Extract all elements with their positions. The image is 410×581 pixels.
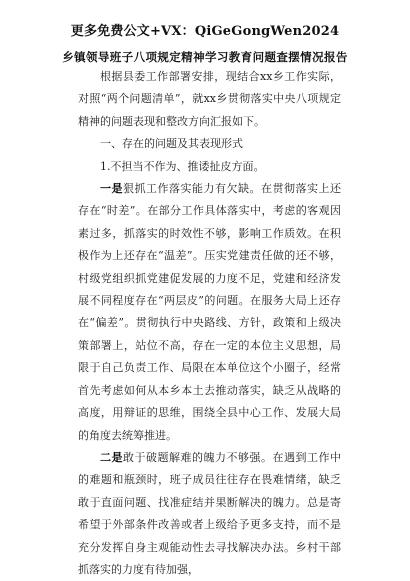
watermark-header: 更多免费公文+VX：QiGeGongWen2024	[70, 24, 340, 39]
section-heading: 一、存在的问题及其表现形式	[100, 137, 243, 151]
paragraph-two	[78, 447, 341, 581]
paragraph-two-text: 敢于破题解难的魄力不够强。在遇到工作中的难题和瓶颈时，班子成员往往存在畏难情绪，缺乏敢于直面问题、找准症结并果断解决的魄力。总是寄希望于外部条件改善或者上级给予更多支持，而不是充分发挥自身主观能动性去寻找解决办法。乡村干部抓落实的力度有待加强，	[78, 450, 341, 576]
paragraph-two-lead: 二是	[100, 450, 123, 464]
document-title: 乡镇领导班子八项规定精神学习教育问题查摆情况报告	[62, 50, 348, 64]
paragraph-one	[78, 178, 341, 447]
intro-paragraph: 根据县委工作部署安排，现结合xx乡工作实际，对照“两个问题清单”，就xx乡贯彻落实中央八项规定精神的问题表现和整改方向汇报如下。	[78, 70, 341, 128]
paragraph-one-lead: 一是	[100, 182, 123, 196]
paragraph-one-text: 狠抓工作落实能力有欠缺。在贯彻落实上还存在“时差”。在部分工作具体落实中，考虑的客观因素过多，抓落实的时效性不够，影响工作质效。在积极作为上还存在“温差”。压实党建责任做的还不够，村级党组织抓党建促发展的力度不足，党建和经济发展不同程度存在“两层皮”的问题。在服务大局上还存在“偏差”。贯彻执行中央路线、方针，政策和上级决策部署上，站位不高，存在一定的本位主义思想，局限于自己负责工作、局限在本单位这个小圈子，经常首先考虑如何从本乡本土去推动落实，缺乏从战略的高度，用辩证的思维，围绕全县中心工作、发展大局的角度去统筹推进。	[78, 182, 341, 442]
subsection-heading: 1.不担当不作为、推诿扯皮方面。	[100, 159, 265, 173]
document-body	[78, 66, 341, 581]
